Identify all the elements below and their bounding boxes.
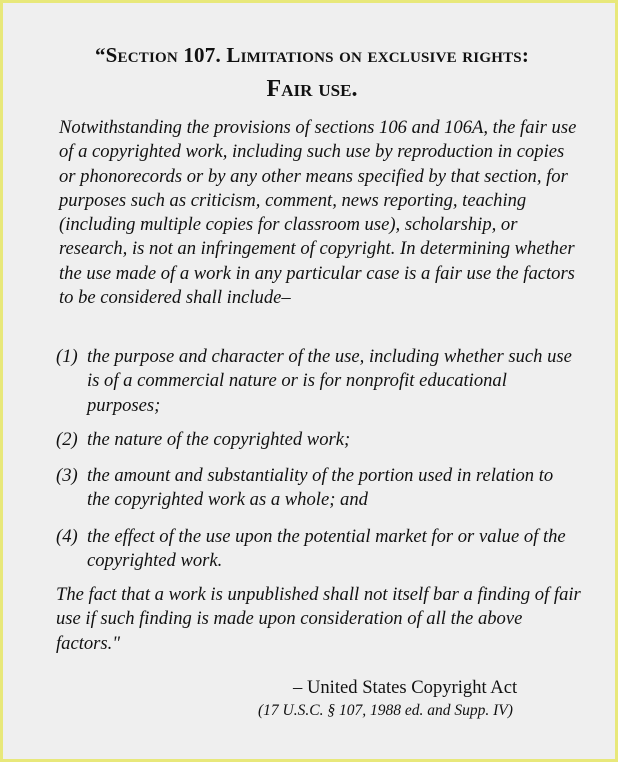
section-heading: “Section 107. Limitations on exclusive rights: [94, 43, 530, 67]
intro-paragraph: Notwithstanding the provisions of sections 106 and 106A, the fair use of a copyrighted work, including such use by reproduction in copies or phonorecords or by any other means specified by that section, for purposes such as criticism, comment, news reporting, teaching (including multiple copies for classroom use), scholarship, or research, is not an infringement of copyright. In determining whether the use made of a work in any particular case is a fair use the factors to be considered shall include– [59, 117, 577, 309]
attribution: – United States Copyright Act [293, 677, 518, 698]
factor-number: (1) [56, 346, 78, 367]
factor-number: (2) [56, 429, 78, 450]
factor-text: the amount and substantiality of the portion used in relation to the copyrighted work as a whole; and [87, 465, 554, 511]
factor-number: (3) [56, 465, 78, 486]
factor-item-2 [56, 428, 576, 452]
factor-item-3 [56, 464, 576, 513]
citation: (17 U.S.C. § 107, 1988 ed. and Supp. IV) [258, 702, 513, 719]
factor-item-4 [56, 525, 576, 574]
section-subheading: Fair use. [266, 76, 358, 102]
factor-item-1 [56, 345, 576, 418]
factor-number: (4) [56, 526, 78, 547]
factor-text: the purpose and character of the use, including whether such use is of a commercial nature or is for nonprofit educational purposes; [87, 346, 572, 416]
closing-paragraph: The fact that a work is unpublished shall not itself bar a finding of fair use if such finding is made upon consideration of all the above factors." [56, 584, 581, 654]
factor-text: the effect of the use upon the potential market for or value of the copyrighted work. [87, 526, 566, 572]
factor-text: the nature of the copyrighted work; [87, 429, 351, 450]
